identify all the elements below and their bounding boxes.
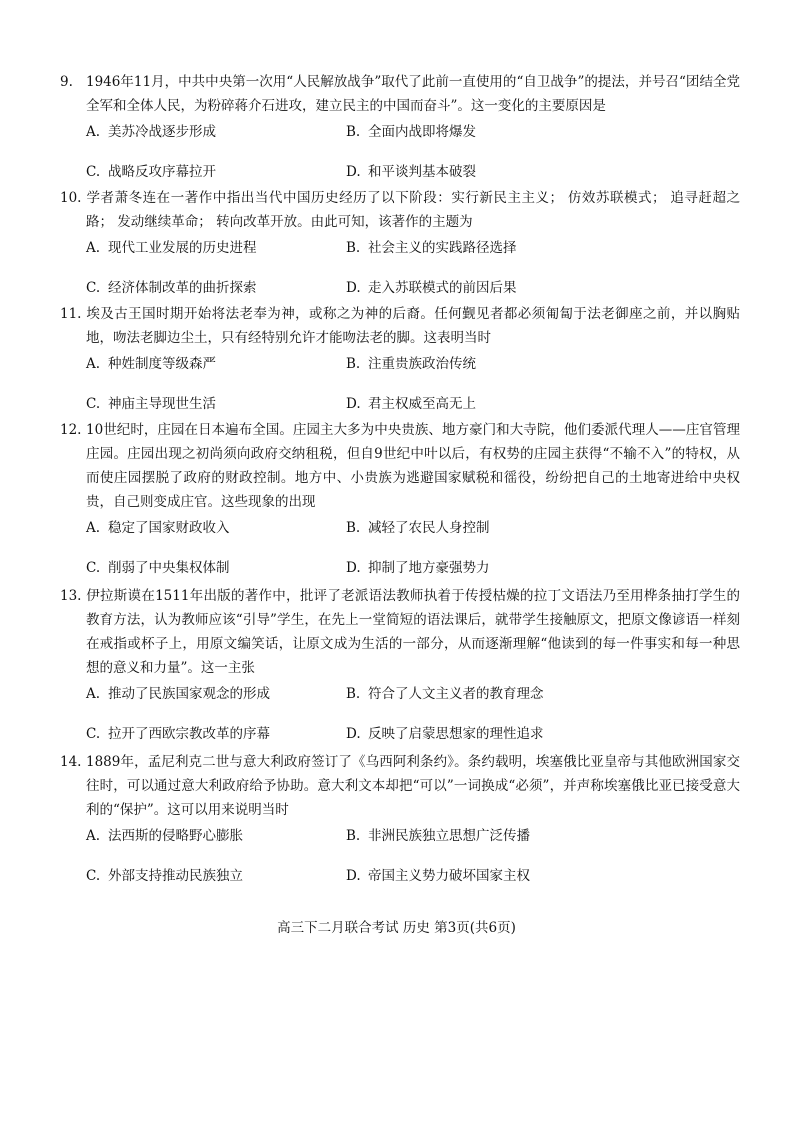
page-footer: 高三下二月联合考试 历史 第3页(共6页)	[277, 920, 516, 936]
option-c: C. 削弱了中央集权体制	[86, 560, 230, 576]
question-11	[60, 302, 740, 418]
option-d: D. 君主权威至高无上	[346, 396, 476, 412]
options	[60, 824, 740, 890]
options	[60, 682, 740, 748]
option-d: D. 帝国主义势力破坏国家主权	[346, 868, 530, 884]
question-stem: 埃及古王国时期开始将法老奉为神，或称之为神的后裔。任何觐见者都必须匍匐于法老御座之前，并以胸贴地，吻法老脚边尘土，只有经特别允许才能吻法老的脚。这表明当时	[86, 306, 740, 346]
question-9	[60, 70, 740, 186]
question-number: 12.	[60, 422, 82, 438]
options	[60, 120, 740, 186]
question-12	[60, 418, 740, 582]
options	[60, 516, 740, 582]
question-13	[60, 584, 740, 748]
option-a: A. 美苏冷战逐步形成	[86, 124, 216, 140]
question-number: 11.	[60, 306, 82, 322]
option-d: D. 走入苏联模式的前因后果	[346, 280, 517, 296]
option-d: D. 抑制了地方豪强势力	[346, 560, 490, 576]
question-number: 14.	[60, 754, 82, 770]
option-d: D. 反映了启蒙思想家的理性追求	[346, 726, 544, 742]
option-c: C. 战略反攻序幕拉开	[86, 164, 216, 180]
options	[60, 236, 740, 302]
question-10	[60, 186, 740, 302]
option-a: A. 现代工业发展的历史进程	[86, 240, 257, 256]
option-d: D. 和平谈判基本破裂	[346, 164, 476, 180]
question-stem: 伊拉斯谟在1511年出版的著作中，批评了老派语法教师执着于传授枯燥的拉丁文语法乃至用桦条抽打学生的教育方法，认为教师应该“引导”学生，在先上一堂简短的语法课后，就带学生接触原文，把原文像谚语一样刻在戒指或杯子上，用原文编笑话，让原文成为生活的一部分，从而逐渐理解“他读到的每一件事实和每一种思想的意义和力量”。这一主张	[86, 588, 740, 676]
question-stem: 1946年11月，中共中央第一次用“人民解放战争”取代了此前一直使用的“自卫战争”的提法，并号召“团结全党全军和全体人民，为粉碎蒋介石进攻，建立民主的中国而奋斗”。这一变化的主要原因是	[86, 74, 740, 114]
option-b: B. 社会主义的实践路径选择	[346, 240, 517, 256]
question-stem: 10世纪时，庄园在日本遍布全国。庄园主大多为中央贵族、地方豪门和大寺院，他们委派代理人——庄官管理庄园。庄园出现之初尚须向政府交纳租税，但自9世纪中叶以后，有权势的庄园主获得“不输不入”的特权，从而使庄园摆脱了政府的财政控制。地方中、小贵族为逃避国家赋税和徭役，纷纷把自己的土地寄进给中央权贵，自己则变成庄官。这些现象的出现	[86, 422, 740, 510]
option-a: A. 推动了民族国家观念的形成	[86, 686, 270, 702]
question-number: 13.	[60, 588, 82, 604]
question-number: 9.	[60, 74, 73, 90]
option-a: A. 法西斯的侵略野心膨胀	[86, 828, 243, 844]
option-c: C. 拉开了西欧宗教改革的序幕	[86, 726, 270, 742]
options	[60, 352, 740, 418]
option-b: B. 注重贵族政治传统	[346, 356, 476, 372]
question-number: 10.	[60, 190, 82, 206]
option-b: B. 减轻了农民人身控制	[346, 520, 490, 536]
option-c: C. 外部支持推动民族独立	[86, 868, 243, 884]
option-b: B. 非洲民族独立思想广泛传播	[346, 828, 530, 844]
option-a: A. 种姓制度等级森严	[86, 356, 216, 372]
question-stem: 学者萧冬连在一著作中指出当代中国历史经历了以下阶段：实行新民主主义； 仿效苏联模式； 追寻赶超之路； 发动继续革命； 转向改革开放。由此可知，该著作的主题为	[86, 190, 740, 230]
option-c: C. 神庙主导现世生活	[86, 396, 216, 412]
question-14	[60, 750, 740, 890]
option-b: B. 全面内战即将爆发	[346, 124, 476, 140]
question-stem: 1889年，孟尼利克二世与意大利政府签订了《乌西阿利条约》。条约载明，埃塞俄比亚皇帝与其他欧洲国家交往时，可以通过意大利政府给予协助。意大利文本却把“可以”一词换成“必须”，并声称埃塞俄比亚已接受意大利的“保护”。这可以用来说明当时	[86, 754, 740, 818]
option-a: A. 稳定了国家财政收入	[86, 520, 230, 536]
option-b: B. 符合了人文主义者的教育理念	[346, 686, 544, 702]
option-c: C. 经济体制改革的曲折探索	[86, 280, 257, 296]
